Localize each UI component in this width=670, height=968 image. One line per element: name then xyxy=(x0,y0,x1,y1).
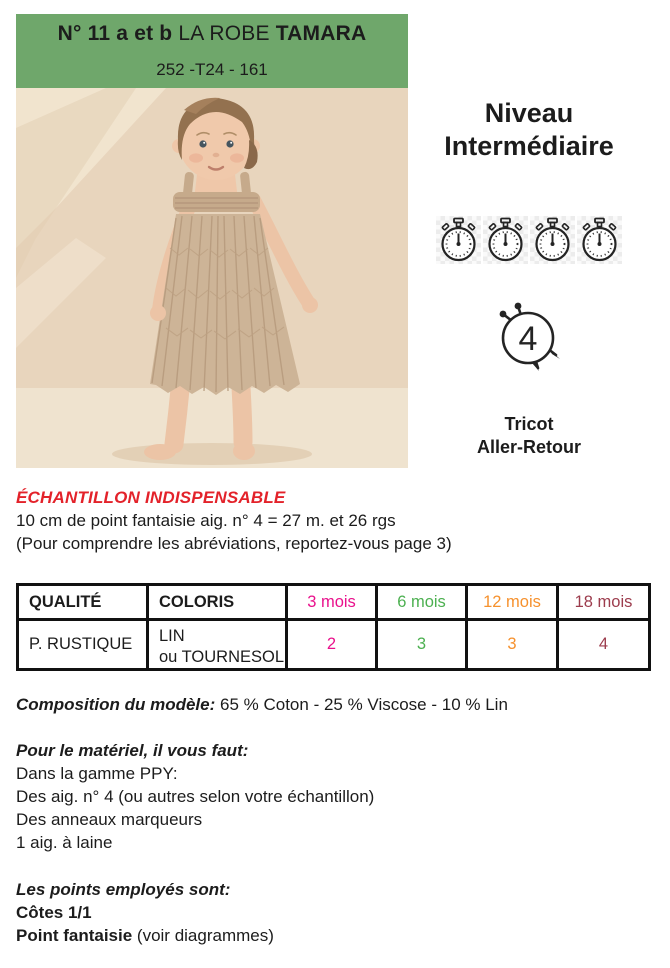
cell-qty-6-mois: 3 xyxy=(377,620,467,670)
knit-style-line2: Aller-Retour xyxy=(476,437,581,457)
cell-quality: P. RUSTIQUE xyxy=(18,620,148,670)
pattern-name: TAMARA xyxy=(275,22,367,45)
coloris-line2: ou TOURNESOL xyxy=(159,647,285,666)
stopwatch-icon xyxy=(483,216,528,264)
level-heading xyxy=(444,97,614,163)
pattern-number: N° 11 a et b xyxy=(57,22,173,45)
cell-qty-3-mois: 2 xyxy=(287,620,377,670)
materials-section xyxy=(16,739,374,854)
table-header-row xyxy=(18,585,650,620)
pattern-name-prefix: LA ROBE xyxy=(172,22,276,45)
yarn-size-table xyxy=(16,583,651,671)
stitch-fantaisie-note: (voir diagrammes) xyxy=(132,926,274,945)
gauge-heading: ÉCHANTILLON INDISPENSABLE xyxy=(16,488,286,507)
duration-icons xyxy=(436,216,622,264)
materials-line: Des aig. n° 4 (ou autres selon votre échantillon) xyxy=(16,787,375,806)
stitches-heading: Les points employés sont: xyxy=(16,880,231,899)
level-line2: Intermédiaire xyxy=(444,131,614,161)
coloris-line1: LIN xyxy=(159,626,185,645)
needle-size-value: 4 xyxy=(518,320,538,358)
cell-qty-18-mois: 4 xyxy=(558,620,650,670)
stopwatch-icon xyxy=(530,216,575,264)
header-qualite: QUALITÉ xyxy=(18,585,148,620)
gauge-line2: (Pour comprendre les abréviations, reportez-vous page 3) xyxy=(16,534,452,553)
gauge-line1: 10 cm de point fantaisie aig. n° 4 = 27 m. et 26 rgs xyxy=(16,511,396,530)
model-photo xyxy=(16,88,408,468)
stitch-item-cotes: Côtes 1/1 xyxy=(16,903,92,922)
stitch-fantaisie-label: Point fantaisie xyxy=(16,926,133,945)
pattern-reference: 252 -T24 - 161 xyxy=(156,60,268,79)
header-coloris: COLORIS xyxy=(148,585,287,620)
stitch-item-fantaisie xyxy=(16,924,274,947)
composition-value: 65 % Coton - 25 % Viscose - 10 % Lin xyxy=(215,695,508,714)
knitting-needle-size-icon xyxy=(494,300,564,374)
header-12-mois: 12 mois xyxy=(467,585,558,620)
gauge-section xyxy=(16,486,452,555)
materials-heading: Pour le matériel, il vous faut: xyxy=(16,741,249,760)
table-row xyxy=(18,620,650,670)
composition-label: Composition du modèle: xyxy=(16,695,216,714)
pattern-title xyxy=(16,14,408,46)
needle-size-indicator xyxy=(494,300,564,379)
level-panel xyxy=(408,88,650,459)
composition-section xyxy=(16,693,508,716)
stitches-section xyxy=(16,878,274,947)
materials-line: Dans la gamme PPY: xyxy=(16,764,178,783)
header-18-mois: 18 mois xyxy=(558,585,650,620)
materials-line: Des anneaux marqueurs xyxy=(16,810,203,829)
pattern-header xyxy=(16,14,408,88)
header-3-mois: 3 mois xyxy=(287,585,377,620)
level-line1: Niveau xyxy=(484,98,574,128)
cell-coloris xyxy=(148,620,287,670)
knit-style-label xyxy=(477,413,581,459)
header-6-mois: 6 mois xyxy=(377,585,467,620)
materials-line: 1 aig. à laine xyxy=(16,833,113,852)
stopwatch-icon xyxy=(436,216,481,264)
knit-style-line1: Tricot xyxy=(504,414,554,434)
model-photo-illustration xyxy=(16,88,408,468)
stopwatch-icon xyxy=(577,216,622,264)
cell-qty-12-mois: 3 xyxy=(467,620,558,670)
